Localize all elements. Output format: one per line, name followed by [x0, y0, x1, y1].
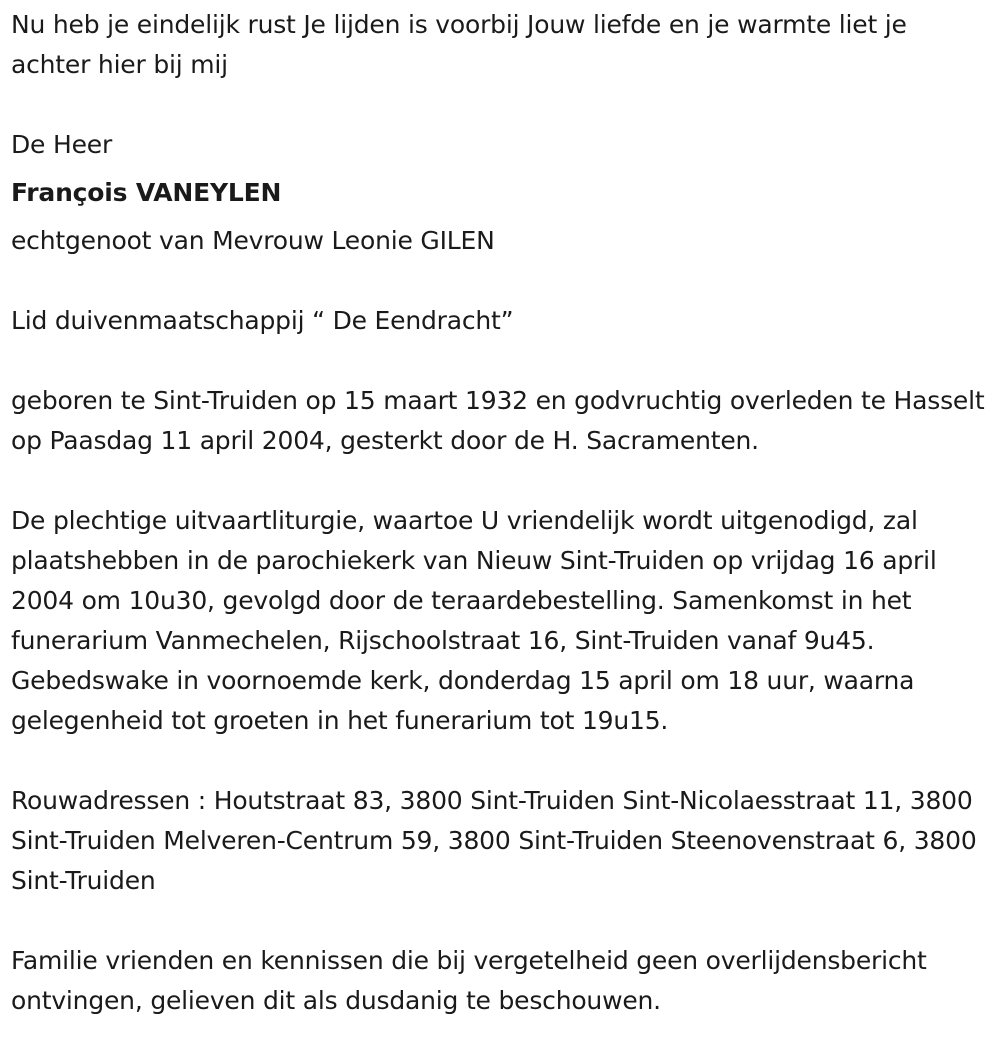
- funeral-paragraph: De plechtige uitvaartliturgie, waartoe U vriendelijk wordt uitgenodigd, zal plaatshebben in de parochiekerk van Nieuw Sint-Truiden op vrijdag 16 april 2004 om 10u30, gevolgd door de teraardebestelling. Samenkomst in het funerarium Vanmechelen, Rijschoolstraat 16, Sint-Truiden vanaf 9u45. Gebedswake in voornoemde kerk, donderdag 15 april om 18 uur, waarna gelegenheid tot groeten in het funerarium tot 19u15.: [11, 506, 937, 735]
- membership-line: Lid duivenmaatschappij “ De Eendracht”: [11, 306, 514, 335]
- quote-paragraph: Nu heb je eindelijk rust Je lijden is voorbij Jouw liefde en je warmte liet je achter hier bij mij: [11, 10, 907, 79]
- closing-paragraph: Familie vrienden en kennissen die bij vergetelheid geen overlijdensbericht ontvingen, gelieven dit als dusdanig te beschouwen.: [11, 946, 927, 1015]
- spouse-line: echtgenoot van Mevrouw Leonie GILEN: [11, 226, 495, 255]
- addresses-paragraph: Rouwadressen : Houtstraat 83, 3800 Sint-Truiden Sint-Nicolaesstraat 11, 3800 Sint-Truiden Melveren-Centrum 59, 3800 Sint-Truiden Steenovenstraat 6, 3800 Sint-Truiden: [11, 786, 977, 895]
- honorific-title: De Heer: [11, 130, 113, 159]
- deceased-name: François VANEYLEN: [11, 178, 282, 207]
- birth-death-paragraph: geboren te Sint-Truiden op 15 maart 1932 en godvruchtig overleden te Hasselt op Paasdag 11 april 2004, gesterkt door de H. Sacramenten.: [11, 386, 985, 455]
